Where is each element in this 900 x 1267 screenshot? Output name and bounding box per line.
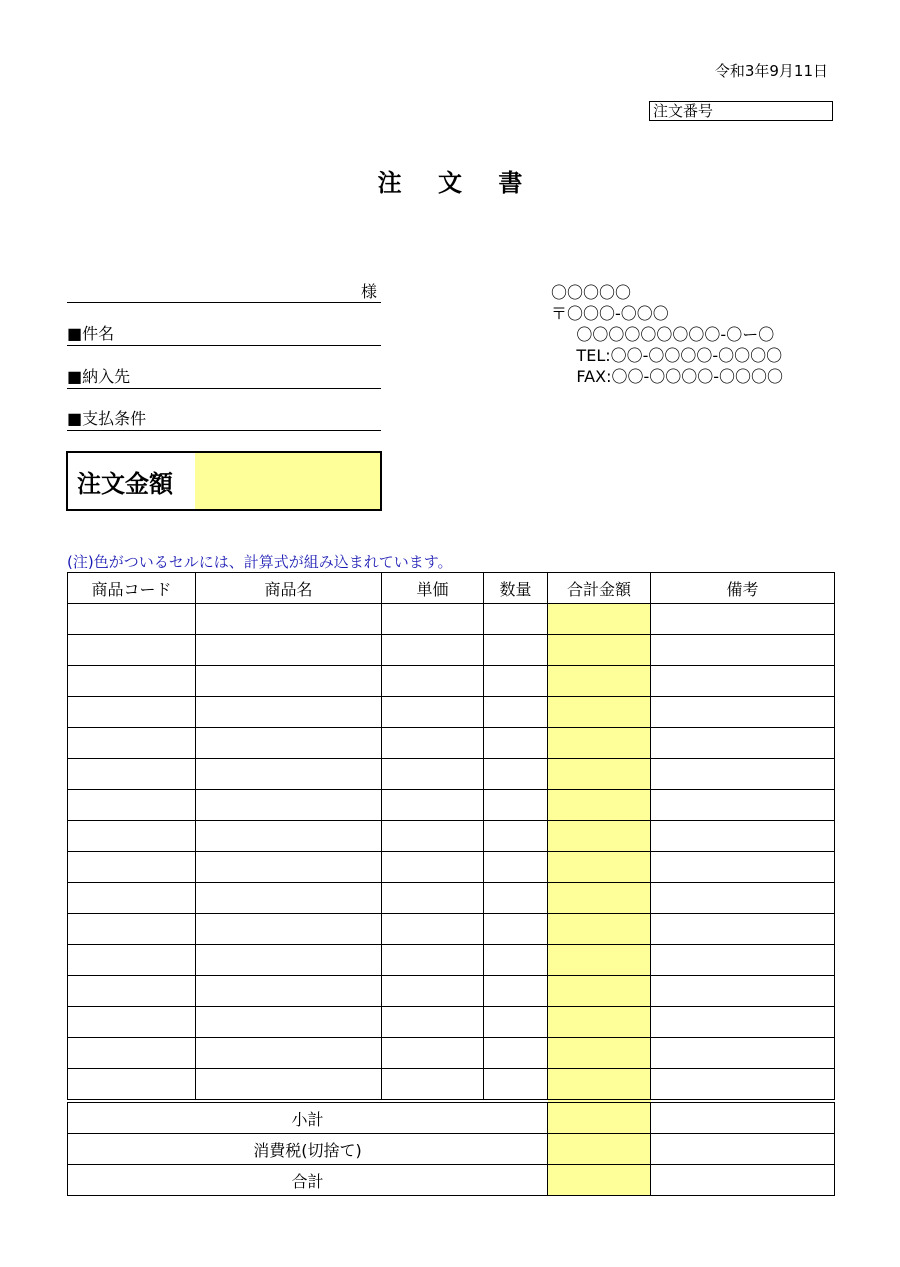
line-total-cell[interactable]: [548, 759, 651, 790]
table-row: [68, 728, 835, 759]
remarks-cell[interactable]: [651, 821, 835, 852]
table-row: [68, 883, 835, 914]
quantity-cell[interactable]: [484, 883, 548, 914]
unit-price-cell[interactable]: [382, 821, 484, 852]
table-header-row: [68, 573, 835, 604]
product-name-cell[interactable]: [196, 635, 382, 666]
remarks-cell[interactable]: [651, 883, 835, 914]
product-code-cell[interactable]: [68, 635, 196, 666]
product-code-cell[interactable]: [68, 976, 196, 1007]
remarks-cell[interactable]: [651, 1069, 835, 1102]
product-name-cell[interactable]: [196, 1007, 382, 1038]
unit-price-cell[interactable]: [382, 635, 484, 666]
line-total-cell[interactable]: [548, 852, 651, 883]
quantity-cell[interactable]: [484, 604, 548, 635]
table-row: [68, 635, 835, 666]
unit-price-cell[interactable]: [382, 697, 484, 728]
line-total-cell[interactable]: [548, 1069, 651, 1102]
quantity-cell[interactable]: [484, 914, 548, 945]
payment-terms-line[interactable]: ■支払条件: [67, 408, 381, 431]
product-name-cell[interactable]: [196, 728, 382, 759]
quantity-cell[interactable]: [484, 821, 548, 852]
table-row: [68, 1069, 835, 1102]
table-row: [68, 1038, 835, 1069]
line-total-cell[interactable]: [548, 976, 651, 1007]
formula-note: (注)色がついるセルには、計算式が組み込まれています。: [67, 553, 453, 571]
unit-price-cell[interactable]: [382, 914, 484, 945]
quantity-cell[interactable]: [484, 852, 548, 883]
quantity-cell[interactable]: [484, 1038, 548, 1069]
product-code-cell[interactable]: [68, 759, 196, 790]
product-code-cell[interactable]: [68, 821, 196, 852]
tax-remarks[interactable]: [651, 1134, 835, 1165]
product-code-cell[interactable]: [68, 945, 196, 976]
remarks-cell[interactable]: [651, 759, 835, 790]
product-code-cell[interactable]: [68, 728, 196, 759]
table-row: [68, 1007, 835, 1038]
product-name-cell[interactable]: [196, 759, 382, 790]
unit-price-cell[interactable]: [382, 945, 484, 976]
order-table: [67, 572, 835, 1196]
product-code-cell[interactable]: [68, 852, 196, 883]
quantity-cell[interactable]: [484, 728, 548, 759]
product-name-cell[interactable]: [196, 945, 382, 976]
total-value[interactable]: [548, 1165, 651, 1196]
unit-price-cell[interactable]: [382, 1069, 484, 1102]
unit-price-cell[interactable]: [382, 666, 484, 697]
table-row: [68, 821, 835, 852]
remarks-cell[interactable]: [651, 635, 835, 666]
quantity-cell[interactable]: [484, 945, 548, 976]
product-name-cell[interactable]: [196, 914, 382, 945]
header-product-code: 商品コード: [68, 573, 196, 604]
header-remarks: 備考: [651, 573, 835, 604]
document-title: 注 文 書: [377, 169, 537, 197]
quantity-cell[interactable]: [484, 635, 548, 666]
quantity-cell[interactable]: [484, 697, 548, 728]
tax-row: [68, 1134, 835, 1165]
header-unit-price: 単価: [382, 573, 484, 604]
line-total-cell[interactable]: [548, 1007, 651, 1038]
table-row: [68, 790, 835, 821]
product-name-cell[interactable]: [196, 697, 382, 728]
quantity-cell[interactable]: [484, 759, 548, 790]
line-total-cell[interactable]: [548, 790, 651, 821]
table-row: [68, 976, 835, 1007]
subtotal-remarks[interactable]: [651, 1101, 835, 1134]
quantity-cell[interactable]: [484, 666, 548, 697]
quantity-cell[interactable]: [484, 1069, 548, 1102]
subtotal-row: [68, 1101, 835, 1134]
subject-line[interactable]: ■件名: [67, 323, 381, 346]
unit-price-cell[interactable]: [382, 1007, 484, 1038]
quantity-cell[interactable]: [484, 976, 548, 1007]
line-total-cell[interactable]: [548, 914, 651, 945]
product-code-cell[interactable]: [68, 1038, 196, 1069]
sender-address: 〇〇〇〇〇〇〇〇〇-〇ー〇: [551, 325, 775, 344]
unit-price-cell[interactable]: [382, 790, 484, 821]
sender-postal: 〒〇〇〇-〇〇〇: [551, 304, 669, 323]
product-code-cell[interactable]: [68, 666, 196, 697]
line-total-cell[interactable]: [548, 945, 651, 976]
order-amount-value[interactable]: [195, 453, 380, 509]
unit-price-cell[interactable]: [382, 883, 484, 914]
line-total-cell[interactable]: [548, 697, 651, 728]
remarks-cell[interactable]: [651, 728, 835, 759]
unit-price-cell[interactable]: [382, 728, 484, 759]
table-row: [68, 945, 835, 976]
remarks-cell[interactable]: [651, 666, 835, 697]
product-code-cell[interactable]: [68, 883, 196, 914]
product-name-cell[interactable]: [196, 666, 382, 697]
quantity-cell[interactable]: [484, 1007, 548, 1038]
product-code-cell[interactable]: [68, 1007, 196, 1038]
product-name-cell[interactable]: [196, 1069, 382, 1102]
remarks-cell[interactable]: [651, 1007, 835, 1038]
product-name-cell[interactable]: [196, 821, 382, 852]
delivery-line[interactable]: ■納入先: [67, 366, 381, 389]
header-line-total: 合計金額: [548, 573, 651, 604]
tax-label: 消費税(切捨て): [68, 1134, 548, 1165]
table-row: [68, 759, 835, 790]
product-code-cell[interactable]: [68, 604, 196, 635]
product-code-cell[interactable]: [68, 1069, 196, 1102]
order-number-field[interactable]: 注文番号: [649, 101, 833, 121]
subtotal-value[interactable]: [548, 1101, 651, 1134]
line-total-cell[interactable]: [548, 821, 651, 852]
product-name-cell[interactable]: [196, 883, 382, 914]
unit-price-cell[interactable]: [382, 976, 484, 1007]
product-code-cell[interactable]: [68, 790, 196, 821]
total-label: 合計: [68, 1165, 548, 1196]
sender-fax: FAX:〇〇-〇〇〇〇-〇〇〇〇: [551, 367, 784, 386]
unit-price-cell[interactable]: [382, 604, 484, 635]
unit-price-cell[interactable]: [382, 1038, 484, 1069]
total-remarks[interactable]: [651, 1165, 835, 1196]
total-row: [68, 1165, 835, 1196]
subtotal-label: 小計: [68, 1101, 548, 1134]
line-total-cell[interactable]: [548, 728, 651, 759]
recipient-name-line[interactable]: 様: [67, 281, 381, 303]
quantity-cell[interactable]: [484, 790, 548, 821]
product-name-cell[interactable]: [196, 604, 382, 635]
header-product-name: 商品名: [196, 573, 382, 604]
product-name-cell[interactable]: [196, 852, 382, 883]
sender-tel: TEL:〇〇-〇〇〇〇-〇〇〇〇: [551, 346, 783, 365]
line-total-cell[interactable]: [548, 666, 651, 697]
table-row: [68, 697, 835, 728]
table-row: [68, 914, 835, 945]
unit-price-cell[interactable]: [382, 759, 484, 790]
remarks-cell[interactable]: [651, 976, 835, 1007]
table-row: [68, 852, 835, 883]
remarks-cell[interactable]: [651, 697, 835, 728]
product-name-cell[interactable]: [196, 1038, 382, 1069]
table-row: [68, 604, 835, 635]
line-total-cell[interactable]: [548, 635, 651, 666]
remarks-cell[interactable]: [651, 945, 835, 976]
order-amount-label: 注文金額: [77, 469, 173, 498]
unit-price-cell[interactable]: [382, 852, 484, 883]
product-name-cell[interactable]: [196, 790, 382, 821]
header-quantity: 数量: [484, 573, 548, 604]
product-name-cell[interactable]: [196, 976, 382, 1007]
remarks-cell[interactable]: [651, 1038, 835, 1069]
line-total-cell[interactable]: [548, 1038, 651, 1069]
remarks-cell[interactable]: [651, 852, 835, 883]
tax-value[interactable]: [548, 1134, 651, 1165]
product-code-cell[interactable]: [68, 914, 196, 945]
line-total-cell[interactable]: [548, 883, 651, 914]
order-amount-box: [66, 451, 382, 511]
remarks-cell[interactable]: [651, 914, 835, 945]
remarks-cell[interactable]: [651, 604, 835, 635]
sender-company: 〇〇〇〇〇: [551, 283, 632, 302]
order-date: 令和3年9月11日: [714, 62, 828, 80]
product-code-cell[interactable]: [68, 697, 196, 728]
remarks-cell[interactable]: [651, 790, 835, 821]
line-total-cell[interactable]: [548, 604, 651, 635]
table-row: [68, 666, 835, 697]
